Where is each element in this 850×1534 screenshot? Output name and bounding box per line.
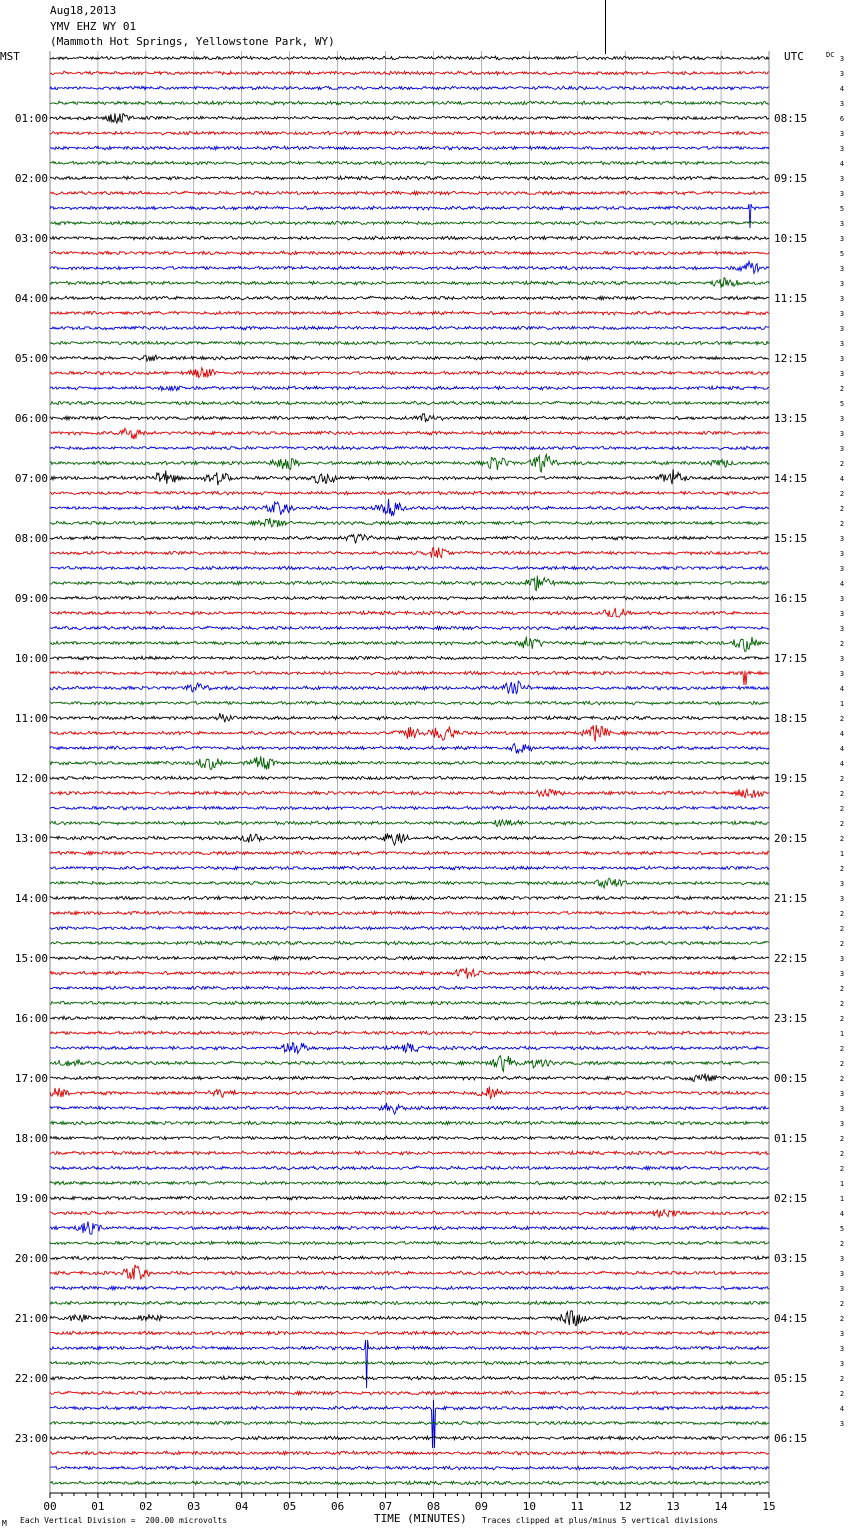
- trace-line: [50, 626, 769, 630]
- x-axis-title: TIME (MINUTES): [374, 1512, 467, 1525]
- dc-value: 4: [839, 160, 845, 168]
- trace-line: [50, 1286, 769, 1290]
- trace-line: [50, 701, 769, 705]
- trace-line: [50, 401, 769, 405]
- utc-hour-label: 15:15: [774, 532, 808, 545]
- dc-value: 5: [839, 250, 845, 258]
- trace-line: [50, 866, 769, 870]
- trace-line: [50, 1361, 769, 1365]
- trace-line: [50, 469, 769, 485]
- x-tick-label: 03: [187, 1500, 201, 1513]
- trace-line: [50, 1121, 769, 1125]
- dc-value: 5: [839, 1225, 845, 1233]
- dc-value: 1: [839, 700, 845, 708]
- dc-value: 3: [839, 55, 845, 63]
- scale-note: Each Vertical Division = 200.00 microvolts: [20, 1516, 228, 1525]
- dc-value: 2: [839, 1075, 845, 1083]
- dc-value: 2: [839, 820, 845, 828]
- trace-line: [50, 926, 769, 930]
- dc-value: 2: [839, 1060, 845, 1068]
- utc-hour-label: 02:15: [774, 1192, 808, 1205]
- dc-value: 2: [839, 775, 845, 783]
- trace-line: [50, 454, 769, 472]
- dc-value: 2: [839, 790, 845, 798]
- dc-value: 2: [839, 805, 845, 813]
- trace-line: [50, 820, 769, 827]
- dc-value: 2: [839, 460, 845, 468]
- mst-hour-label: 08:00: [14, 532, 48, 545]
- mst-hour-label: 03:00: [14, 232, 48, 245]
- trace-line: [50, 851, 769, 855]
- trace-line: [50, 1311, 769, 1326]
- trace-line: [50, 71, 769, 75]
- trace-line: [50, 296, 769, 300]
- trace-line: [50, 176, 769, 180]
- dc-value: 3: [839, 190, 845, 198]
- x-tick-label: 14: [714, 1500, 728, 1513]
- x-tick-label: 04: [235, 1500, 249, 1513]
- header-location: (Mammoth Hot Springs, Yellowstone Park, WY): [50, 35, 335, 48]
- dc-value: 2: [839, 1135, 845, 1143]
- dc-value: 3: [839, 430, 845, 438]
- trace-line: [50, 146, 769, 150]
- dc-label: DC: [826, 51, 835, 59]
- dc-value: 4: [839, 685, 845, 693]
- trace-line: [50, 1400, 769, 1448]
- dc-value: 3: [839, 955, 845, 963]
- dc-value: 3: [839, 625, 845, 633]
- trace-line: [50, 911, 769, 915]
- trace-line: [50, 1436, 769, 1440]
- mst-hour-label: 22:00: [14, 1372, 48, 1385]
- utc-hour-label: 06:15: [774, 1432, 808, 1445]
- mst-time-labels: [15, 112, 48, 1445]
- x-tick-label: 02: [139, 1500, 153, 1513]
- dc-value: 3: [839, 280, 845, 288]
- mst-hour-label: 04:00: [14, 292, 48, 305]
- dc-value: 3: [839, 1090, 845, 1098]
- dc-value: 3: [839, 415, 845, 423]
- trace-line: [50, 428, 769, 439]
- dc-value: 3: [839, 220, 845, 228]
- trace-line: [50, 548, 769, 559]
- dc-value: 3: [839, 145, 845, 153]
- utc-hour-label: 10:15: [774, 232, 808, 245]
- utc-time-labels: [774, 112, 807, 1445]
- trace-line: [50, 776, 769, 780]
- trace-line: [50, 1376, 769, 1380]
- dc-value: 3: [839, 1330, 845, 1338]
- dc-value: 2: [839, 715, 845, 723]
- mst-hour-label: 10:00: [14, 652, 48, 665]
- trace-line: [50, 1256, 769, 1260]
- dc-value: 3: [839, 1105, 845, 1113]
- x-axis: [43, 1493, 775, 1513]
- dc-value: 3: [839, 970, 845, 978]
- trace-line: [50, 311, 769, 315]
- footer-left-mark: M: [2, 1519, 7, 1528]
- dc-value: 4: [839, 475, 845, 483]
- right-timezone-label: UTC: [784, 50, 804, 63]
- trace-line: [50, 637, 769, 652]
- trace-line: [50, 1181, 769, 1185]
- dc-value: 3: [839, 235, 845, 243]
- header-station: YMV EHZ WY 01: [50, 20, 137, 33]
- trace-line: [50, 1016, 769, 1020]
- dc-value: 2: [839, 640, 845, 648]
- dc-value: 2: [839, 1375, 845, 1383]
- dc-value: 3: [839, 370, 845, 378]
- mst-hour-label: 14:00: [14, 892, 48, 905]
- trace-line: [50, 414, 769, 422]
- dc-value: 3: [839, 265, 845, 273]
- trace-line: [50, 368, 769, 378]
- trace-line: [50, 491, 769, 495]
- utc-hour-label: 14:15: [774, 472, 808, 485]
- x-tick-label: 15: [762, 1500, 776, 1513]
- trace-line: [50, 261, 769, 273]
- dc-value: 3: [839, 1360, 845, 1368]
- trace-line: [50, 534, 769, 543]
- trace-line: [50, 713, 769, 722]
- dc-value: 2: [839, 1390, 845, 1398]
- trace-line: [50, 278, 769, 288]
- dc-value: 1: [839, 1030, 845, 1038]
- dc-value: 1: [839, 850, 845, 858]
- dc-value: 2: [839, 1300, 845, 1308]
- trace-line: [50, 86, 769, 90]
- dc-value: 3: [839, 1120, 845, 1128]
- dc-value: 3: [839, 175, 845, 183]
- dc-value: 4: [839, 1210, 845, 1218]
- mst-hour-label: 01:00: [14, 112, 48, 125]
- trace-line: [50, 113, 769, 123]
- dc-value: 3: [839, 1285, 845, 1293]
- left-timezone-label: MST: [0, 50, 20, 63]
- trace-line: [50, 596, 769, 600]
- trace-line: [50, 1331, 769, 1335]
- dc-value: 3: [839, 310, 845, 318]
- utc-hour-label: 21:15: [774, 892, 808, 905]
- mst-hour-label: 18:00: [14, 1132, 48, 1145]
- trace-line: [50, 499, 769, 516]
- dc-value: 2: [839, 985, 845, 993]
- dc-value: 2: [839, 1015, 845, 1023]
- dc-value: 3: [839, 325, 845, 333]
- dc-value: 4: [839, 85, 845, 93]
- dc-value: 4: [839, 760, 845, 768]
- dc-value: 3: [839, 550, 845, 558]
- dc-value: 3: [839, 610, 845, 618]
- trace-line: [50, 1087, 769, 1099]
- utc-hour-label: 16:15: [774, 592, 808, 605]
- trace-line: [50, 1265, 769, 1280]
- trace-line: [50, 56, 769, 60]
- dc-value: 2: [839, 505, 845, 513]
- dc-value: 3: [839, 565, 845, 573]
- dc-value: 6: [839, 115, 845, 123]
- dc-value: 3: [839, 445, 845, 453]
- dc-value: 3: [839, 535, 845, 543]
- dc-value: 4: [839, 1405, 845, 1413]
- trace-line: [50, 566, 769, 570]
- x-tick-label: 11: [570, 1500, 584, 1513]
- utc-hour-label: 01:15: [774, 1132, 808, 1145]
- utc-hour-label: 03:15: [774, 1252, 808, 1265]
- mst-hour-label: 16:00: [14, 1012, 48, 1025]
- trace-line: [50, 1043, 769, 1054]
- trace-line: [50, 1166, 769, 1170]
- trace-line: [50, 656, 769, 660]
- dc-value: 2: [839, 385, 845, 393]
- mst-hour-label: 07:00: [14, 472, 48, 485]
- dc-value: 3: [839, 1255, 845, 1263]
- utc-hour-label: 19:15: [774, 772, 808, 785]
- dc-value: 3: [839, 295, 845, 303]
- clip-note: Traces clipped at plus/minus 5 vertical divisions: [482, 1516, 719, 1525]
- trace-line: [50, 1056, 769, 1072]
- trace-line: [50, 833, 769, 845]
- dc-value: 2: [839, 1045, 845, 1053]
- trace-line: [50, 576, 769, 591]
- dc-value: 3: [839, 70, 845, 78]
- trace-line: [50, 1103, 769, 1114]
- trace-line: [50, 1136, 769, 1140]
- trace-line: [50, 1210, 769, 1217]
- trace-line: [50, 725, 769, 742]
- dc-value: 2: [839, 1240, 845, 1248]
- dc-value: 1: [839, 1180, 845, 1188]
- trace-line: [50, 1391, 769, 1395]
- mst-hour-label: 06:00: [14, 412, 48, 425]
- trace-line: [50, 1466, 769, 1470]
- utc-hour-label: 17:15: [774, 652, 808, 665]
- utc-hour-label: 13:15: [774, 412, 808, 425]
- trace-line: [50, 878, 769, 888]
- trace-line: [50, 744, 769, 754]
- mst-hour-label: 12:00: [14, 772, 48, 785]
- dc-value: 2: [839, 925, 845, 933]
- dc-value: 2: [839, 490, 845, 498]
- dc-value: 3: [839, 100, 845, 108]
- mst-hour-label: 13:00: [14, 832, 48, 845]
- x-tick-label: 13: [666, 1500, 680, 1513]
- dc-value: 3: [839, 1420, 845, 1428]
- trace-line: [50, 131, 769, 135]
- trace-line: [50, 1340, 769, 1388]
- mst-hour-label: 11:00: [14, 712, 48, 725]
- x-tick-label: 12: [618, 1500, 632, 1513]
- x-tick-label: 00: [43, 1500, 57, 1513]
- dc-value: 2: [839, 1000, 845, 1008]
- trace-line: [50, 161, 769, 165]
- trace-line: [50, 341, 769, 345]
- dc-value: 2: [839, 835, 845, 843]
- dc-offset-labels: [840, 55, 844, 1428]
- dc-value: 3: [839, 1270, 845, 1278]
- x-tick-label: 09: [474, 1500, 489, 1513]
- trace-line: [50, 986, 769, 989]
- x-tick-label: 05: [283, 1500, 297, 1513]
- trace-line: [50, 1074, 769, 1082]
- seismic-traces: [50, 56, 769, 1485]
- mst-hour-label: 23:00: [14, 1432, 48, 1445]
- x-tick-label: 07: [378, 1500, 393, 1513]
- trace-line: [50, 1151, 769, 1155]
- trace-line: [50, 236, 769, 240]
- utc-hour-label: 08:15: [774, 112, 808, 125]
- mst-hour-label: 02:00: [14, 172, 48, 185]
- dc-value: 4: [839, 745, 845, 753]
- dc-value: 5: [839, 205, 845, 213]
- trace-line: [50, 1031, 769, 1035]
- utc-hour-label: 18:15: [774, 712, 808, 725]
- mst-hour-label: 21:00: [14, 1312, 48, 1325]
- trace-line: [50, 518, 769, 527]
- dc-value: 3: [839, 1345, 845, 1353]
- dc-value: 2: [839, 910, 845, 918]
- x-tick-label: 10: [522, 1500, 536, 1513]
- utc-hour-label: 00:15: [774, 1072, 808, 1085]
- utc-hour-label: 20:15: [774, 832, 808, 845]
- dc-value: 2: [839, 865, 845, 873]
- x-tick-label: 06: [330, 1500, 345, 1513]
- trace-line: [50, 1301, 769, 1305]
- dc-value: 3: [839, 595, 845, 603]
- trace-line: [50, 671, 769, 685]
- dc-value: 3: [839, 340, 845, 348]
- utc-hour-label: 09:15: [774, 172, 808, 185]
- trace-line: [50, 806, 769, 810]
- trace-line: [50, 326, 769, 330]
- mst-hour-label: 15:00: [14, 952, 48, 965]
- dc-value: 2: [839, 1150, 845, 1158]
- mst-hour-label: 05:00: [14, 352, 48, 365]
- utc-hour-label: 22:15: [774, 952, 808, 965]
- trace-line: [50, 1221, 769, 1234]
- trace-line: [50, 101, 769, 105]
- mst-hour-label: 17:00: [14, 1072, 48, 1085]
- trace-line: [50, 1481, 769, 1485]
- trace-line: [50, 191, 769, 195]
- trace-line: [50, 756, 769, 770]
- trace-line: [50, 355, 769, 361]
- dc-value: 2: [839, 1165, 845, 1173]
- trace-line: [50, 221, 769, 225]
- trace-line: [50, 968, 769, 979]
- header-date: Aug18,2013: [50, 4, 117, 17]
- trace-line: [50, 608, 769, 617]
- trace-line: [50, 386, 769, 391]
- trace-line: [50, 1451, 769, 1455]
- trace-line: [50, 681, 769, 694]
- dc-value: 2: [839, 1315, 845, 1323]
- dc-value: 3: [839, 895, 845, 903]
- trace-line: [50, 251, 769, 255]
- dc-value: 5: [839, 400, 845, 408]
- mst-hour-label: 09:00: [14, 592, 48, 605]
- trace-line: [50, 1421, 769, 1424]
- dc-value: 3: [839, 670, 845, 678]
- dc-value: 4: [839, 730, 845, 738]
- dc-value: 1: [839, 1195, 845, 1203]
- utc-hour-label: 12:15: [774, 352, 808, 365]
- dc-value: 4: [839, 580, 845, 588]
- x-tick-label: 08: [426, 1500, 441, 1513]
- dc-value: 2: [839, 940, 845, 948]
- dc-value: 3: [839, 355, 845, 363]
- trace-line: [50, 204, 769, 228]
- trace-line: [50, 896, 769, 900]
- trace-line: [50, 956, 769, 960]
- mst-hour-label: 19:00: [14, 1192, 48, 1205]
- trace-line: [50, 789, 769, 798]
- utc-hour-label: 11:15: [774, 292, 808, 305]
- utc-hour-label: 04:15: [774, 1312, 808, 1325]
- dc-value: 3: [839, 880, 845, 888]
- trace-line: [50, 446, 769, 450]
- trace-line: [50, 1001, 769, 1005]
- mst-hour-label: 20:00: [14, 1252, 48, 1265]
- trace-line: [50, 941, 769, 945]
- dc-value: 3: [839, 655, 845, 663]
- dc-value: 3: [839, 130, 845, 138]
- utc-hour-label: 05:15: [774, 1372, 808, 1385]
- utc-hour-label: 23:15: [774, 1012, 808, 1025]
- x-tick-label: 01: [91, 1500, 105, 1513]
- trace-line: [50, 1241, 769, 1245]
- trace-line: [50, 1196, 769, 1200]
- dc-value: 2: [839, 520, 845, 528]
